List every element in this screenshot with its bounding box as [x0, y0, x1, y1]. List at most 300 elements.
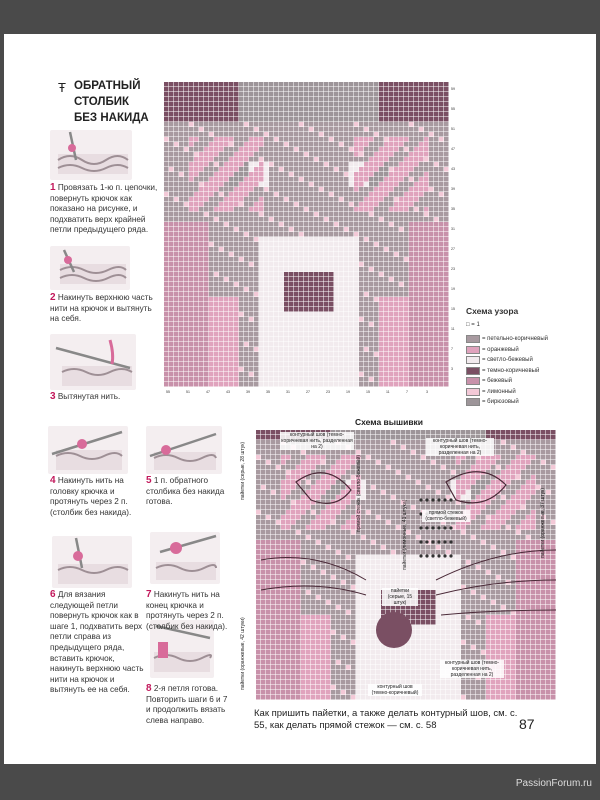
embroidery-cell: [286, 530, 291, 535]
pattern-cell: [169, 377, 174, 382]
pattern-cell: [254, 352, 259, 357]
embroidery-cell: [446, 530, 451, 535]
embroidery-cell: [521, 500, 526, 505]
pattern-cell: [189, 182, 194, 187]
embroidery-cell: [461, 540, 466, 545]
pattern-cell: [394, 282, 399, 287]
embroidery-cell: [551, 540, 556, 545]
pattern-cell: [189, 357, 194, 362]
pattern-cell: [289, 312, 294, 317]
pattern-cell: [294, 182, 299, 187]
pattern-cell: [284, 367, 289, 372]
pattern-cell: [249, 327, 254, 332]
pattern-cell: [244, 207, 249, 212]
pattern-cell: [259, 347, 264, 352]
pattern-cell: [194, 327, 199, 332]
pattern-cell: [389, 147, 394, 152]
pattern-cell: [239, 102, 244, 107]
pattern-cell: [219, 132, 224, 137]
pattern-cell: [364, 172, 369, 177]
pattern-cell: [204, 112, 209, 117]
embroidery-cell: [466, 460, 471, 465]
embroidery-cell: [406, 450, 411, 455]
embroidery-cell: [401, 455, 406, 460]
embroidery-cell: [336, 455, 341, 460]
pattern-cell: [414, 157, 419, 162]
pattern-cell: [269, 277, 274, 282]
pattern-cell: [204, 287, 209, 292]
pattern-cell: [409, 117, 414, 122]
pattern-cell: [259, 357, 264, 362]
pattern-cell: [199, 317, 204, 322]
pattern-cell: [349, 87, 354, 92]
pattern-cell: [429, 82, 434, 87]
embroidery-cell: [281, 450, 286, 455]
embroidery-cell: [501, 515, 506, 520]
pattern-cell: [339, 377, 344, 382]
pattern-cell: [304, 317, 309, 322]
pattern-cell: [399, 282, 404, 287]
embroidery-cell: [366, 430, 371, 435]
pattern-cell: [374, 197, 379, 202]
pattern-cell: [199, 117, 204, 122]
pattern-cell: [269, 222, 274, 227]
pattern-cell: [264, 257, 269, 262]
embroidery-cell: [521, 465, 526, 470]
pattern-cell: [304, 187, 309, 192]
pattern-cell: [169, 252, 174, 257]
pattern-cell: [279, 172, 284, 177]
embroidery-cell: [276, 470, 281, 475]
legend-item: [466, 345, 548, 356]
embroidery-cell: [436, 470, 441, 475]
embroidery-cell: [371, 505, 376, 510]
pattern-cell: [304, 372, 309, 377]
pattern-cell: [359, 112, 364, 117]
pattern-cell: [214, 122, 219, 127]
embroidery-cell: [526, 505, 531, 510]
embroidery-cell: [326, 530, 331, 535]
embroidery-cell: [456, 485, 461, 490]
embroidery-cell: [486, 485, 491, 490]
pattern-cell: [414, 327, 419, 332]
embroidery-cell: [381, 510, 386, 515]
pattern-cell: [224, 217, 229, 222]
pattern-cell: [334, 137, 339, 142]
pattern-cell: [414, 312, 419, 317]
pattern-cell: [239, 112, 244, 117]
embroidery-cell: [421, 465, 426, 470]
pattern-cell: [294, 97, 299, 102]
embroidery-cell: [526, 535, 531, 540]
pattern-cell: [414, 147, 419, 152]
embroidery-cell: [261, 460, 266, 465]
pattern-cell: [379, 342, 384, 347]
pattern-cell: [279, 252, 284, 257]
pattern-cell: [339, 187, 344, 192]
pattern-cell: [219, 252, 224, 257]
embroidery-cell: [281, 455, 286, 460]
pattern-cell: [204, 82, 209, 87]
pattern-cell: [234, 372, 239, 377]
embroidery-cell: [281, 515, 286, 520]
pattern-cell: [179, 87, 184, 92]
pattern-cell: [279, 287, 284, 292]
pattern-cell: [179, 107, 184, 112]
pattern-cell: [384, 217, 389, 222]
pattern-cell: [219, 262, 224, 267]
pattern-cell: [169, 242, 174, 247]
pattern-cell: [164, 132, 169, 137]
pattern-cell: [244, 262, 249, 267]
pattern-cell: [329, 192, 334, 197]
pattern-cell: [359, 227, 364, 232]
pattern-cell: [434, 357, 439, 362]
pattern-cell: [359, 172, 364, 177]
pattern-cell: [359, 117, 364, 122]
pattern-cell: [409, 192, 414, 197]
pattern-cell: [179, 227, 184, 232]
pattern-cell: [349, 307, 354, 312]
embroidery-cell: [276, 535, 281, 540]
pattern-cell: [394, 177, 399, 182]
pattern-cell: [364, 377, 369, 382]
pattern-cell: [224, 222, 229, 227]
pattern-cell: [224, 107, 229, 112]
pattern-cell: [219, 172, 224, 177]
pattern-cell: [439, 342, 444, 347]
embroidery-cell: [421, 435, 426, 440]
pattern-cell: [179, 192, 184, 197]
pattern-cell: [349, 152, 354, 157]
pattern-cell: [369, 257, 374, 262]
embroidery-cell: [421, 530, 426, 535]
embroidery-cell: [376, 445, 381, 450]
col-label: 39: [246, 390, 250, 394]
pattern-cell: [239, 357, 244, 362]
embroidery-cell: [496, 480, 501, 485]
pattern-cell: [219, 157, 224, 162]
embroidery-cell: [456, 430, 461, 435]
embroidery-cell: [321, 495, 326, 500]
pattern-cell: [219, 92, 224, 97]
pattern-cell: [169, 287, 174, 292]
pattern-cell: [349, 327, 354, 332]
pattern-cell: [424, 317, 429, 322]
embroidery-cell: [456, 460, 461, 465]
embroidery-cell: [411, 525, 416, 530]
embroidery-cell: [256, 505, 261, 510]
pattern-cell: [274, 202, 279, 207]
pattern-cell: [229, 257, 234, 262]
pattern-cell: [394, 132, 399, 137]
embroidery-cell: [376, 480, 381, 485]
pattern-cell: [419, 87, 424, 92]
pattern-cell: [439, 317, 444, 322]
pattern-cell: [359, 287, 364, 292]
embroidery-cell: [521, 510, 526, 515]
pattern-cell: [394, 137, 399, 142]
pattern-cell: [354, 282, 359, 287]
pattern-cell: [399, 177, 404, 182]
pattern-cell: [439, 297, 444, 302]
embroidery-cell: [456, 540, 461, 545]
pattern-cell: [399, 362, 404, 367]
pattern-cell: [259, 157, 264, 162]
pattern-cell: [334, 372, 339, 377]
pattern-cell: [429, 92, 434, 97]
embroidery-cell: [291, 540, 296, 545]
pattern-cell: [439, 262, 444, 267]
pattern-cell: [259, 192, 264, 197]
pattern-cell: [244, 352, 249, 357]
pattern-cell: [299, 142, 304, 147]
pattern-cell: [229, 97, 234, 102]
pattern-cell: [364, 167, 369, 172]
pattern-cell: [344, 237, 349, 242]
pattern-cell: [299, 97, 304, 102]
pattern-cell: [434, 87, 439, 92]
pattern-cell: [424, 142, 429, 147]
pattern-cell: [389, 342, 394, 347]
pattern-cell: [224, 212, 229, 217]
pattern-cell: [249, 167, 254, 172]
pattern-cell: [279, 357, 284, 362]
embroidery-cell: [496, 445, 501, 450]
pattern-cell: [239, 132, 244, 137]
pattern-cell: [249, 342, 254, 347]
pattern-cell: [234, 317, 239, 322]
pattern-cell: [229, 272, 234, 277]
embroidery-cell: [266, 435, 271, 440]
pattern-cell: [369, 97, 374, 102]
pattern-cell: [214, 182, 219, 187]
pattern-cell: [369, 377, 374, 382]
pattern-cell: [199, 82, 204, 87]
pattern-cell: [359, 237, 364, 242]
pattern-cell: [364, 102, 369, 107]
embroidery-cell: [471, 485, 476, 490]
pattern-cell: [334, 217, 339, 222]
pattern-cell: [259, 107, 264, 112]
pattern-cell: [434, 252, 439, 257]
embroidery-cell: [506, 435, 511, 440]
embroidery-cell: [536, 480, 541, 485]
pattern-cell: [214, 312, 219, 317]
pattern-cell: [239, 212, 244, 217]
pattern-cell: [329, 262, 334, 267]
pattern-cell: [379, 302, 384, 307]
pattern-cell: [334, 352, 339, 357]
embroidery-cell: [451, 545, 456, 550]
embroidery-cell: [356, 440, 361, 445]
legend-swatch: [466, 398, 480, 406]
embroidery-cell: [391, 545, 396, 550]
pattern-cell: [429, 117, 434, 122]
pattern-cell: [164, 372, 169, 377]
embroidery-cell: [506, 520, 511, 525]
pattern-cell: [444, 262, 449, 267]
pattern-cell: [184, 122, 189, 127]
pattern-cell: [209, 272, 214, 277]
pattern-cell: [354, 117, 359, 122]
pattern-cell: [349, 297, 354, 302]
embroidery-cell: [386, 515, 391, 520]
embroidery-cell: [321, 490, 326, 495]
pattern-cell: [199, 267, 204, 272]
embroidery-cell: [321, 465, 326, 470]
embroidery-cell: [396, 435, 401, 440]
pattern-cell: [319, 267, 324, 272]
embroidery-cell: [476, 460, 481, 465]
pattern-cell: [164, 217, 169, 222]
pattern-cell: [199, 222, 204, 227]
pattern-cell: [444, 97, 449, 102]
pattern-cell: [209, 177, 214, 182]
embroidery-cell: [381, 490, 386, 495]
pattern-cell: [259, 162, 264, 167]
pattern-cell: [379, 312, 384, 317]
pattern-cell: [219, 337, 224, 342]
embroidery-cell: [486, 520, 491, 525]
pattern-cell: [369, 177, 374, 182]
pattern-cell: [194, 137, 199, 142]
pattern-cell: [239, 322, 244, 327]
embroidery-cell: [371, 520, 376, 525]
embroidery-cell: [256, 480, 261, 485]
pattern-cell: [199, 102, 204, 107]
pattern-cell: [314, 157, 319, 162]
embroidery-cell: [516, 540, 521, 545]
embroidery-cell: [316, 545, 321, 550]
step-5-text: 1 п. обратного столбика без накида готова.: [146, 476, 225, 507]
pattern-cell: [294, 112, 299, 117]
pattern-cell: [389, 97, 394, 102]
pattern-cell: [314, 122, 319, 127]
pattern-cell: [344, 262, 349, 267]
pattern-cell: [399, 152, 404, 157]
pattern-cell: [214, 252, 219, 257]
pattern-cell: [354, 207, 359, 212]
pattern-cell: [434, 227, 439, 232]
pattern-cell: [229, 212, 234, 217]
pattern-cell: [439, 152, 444, 157]
pattern-cell: [294, 217, 299, 222]
pattern-cell: [274, 82, 279, 87]
embroidery-cell: [286, 505, 291, 510]
pattern-cell: [199, 302, 204, 307]
pattern-cell: [269, 307, 274, 312]
pattern-cell: [204, 207, 209, 212]
pattern-cell: [384, 262, 389, 267]
pattern-cell: [309, 187, 314, 192]
pattern-cell: [309, 152, 314, 157]
pattern-cell: [314, 222, 319, 227]
pattern-cell: [179, 152, 184, 157]
pattern-cell: [284, 312, 289, 317]
pattern-cell: [189, 172, 194, 177]
embroidery-cell: [486, 525, 491, 530]
pattern-cell: [174, 162, 179, 167]
embroidery-cell: [346, 530, 351, 535]
embroidery-cell: [546, 515, 551, 520]
pattern-cell: [394, 332, 399, 337]
embroidery-cell: [401, 440, 406, 445]
pattern-cell: [324, 367, 329, 372]
embroidery-cell: [261, 515, 266, 520]
pattern-cell: [274, 302, 279, 307]
pattern-cell: [179, 332, 184, 337]
embroidery-cell: [321, 515, 326, 520]
pattern-cell: [214, 132, 219, 137]
pattern-cell: [349, 102, 354, 107]
pattern-cell: [229, 317, 234, 322]
pattern-cell: [194, 362, 199, 367]
embroidery-cell: [321, 510, 326, 515]
pattern-cell: [334, 342, 339, 347]
pattern-cell: [179, 312, 184, 317]
pattern-cell: [424, 262, 429, 267]
embroidery-cell: [411, 445, 416, 450]
pattern-cell: [314, 162, 319, 167]
embroidery-cell: [521, 495, 526, 500]
embroidery-cell: [476, 545, 481, 550]
pattern-cell: [194, 227, 199, 232]
pattern-cell: [329, 267, 334, 272]
pattern-cell: [404, 187, 409, 192]
pattern-cell: [354, 227, 359, 232]
pattern-cell: [294, 192, 299, 197]
embroidery-cell: [361, 450, 366, 455]
pattern-cell: [309, 107, 314, 112]
pattern-cell: [434, 277, 439, 282]
embroidery-cell: [471, 535, 476, 540]
embroidery-cell: [301, 540, 306, 545]
pattern-cell: [354, 127, 359, 132]
pattern-cell: [404, 112, 409, 117]
pattern-cell: [399, 262, 404, 267]
pattern-cell: [209, 137, 214, 142]
embroidery-cell: [296, 545, 301, 550]
row-label: 31: [451, 227, 455, 231]
pattern-cell: [334, 182, 339, 187]
pattern-cell: [224, 92, 229, 97]
embroidery-cell: [476, 475, 481, 480]
pattern-cell: [289, 212, 294, 217]
embroidery-cell: [396, 515, 401, 520]
pattern-cell: [404, 237, 409, 242]
embroidery-cell: [396, 545, 401, 550]
embroidery-cell: [406, 470, 411, 475]
pattern-cell: [359, 187, 364, 192]
pattern-cell: [194, 117, 199, 122]
pattern-cell: [359, 232, 364, 237]
embroidery-cell: [546, 480, 551, 485]
pattern-cell: [444, 307, 449, 312]
pattern-cell: [429, 322, 434, 327]
col-label: 27: [306, 390, 310, 394]
pattern-cell: [239, 367, 244, 372]
embroidery-cell: [426, 535, 431, 540]
embroidery-cell: [301, 480, 306, 485]
pattern-cell: [249, 242, 254, 247]
pattern-cell: [264, 297, 269, 302]
pattern-cell: [274, 227, 279, 232]
pattern-cell: [204, 212, 209, 217]
embroidery-cell: [346, 525, 351, 530]
pattern-cell: [299, 122, 304, 127]
pattern-cell: [334, 177, 339, 182]
